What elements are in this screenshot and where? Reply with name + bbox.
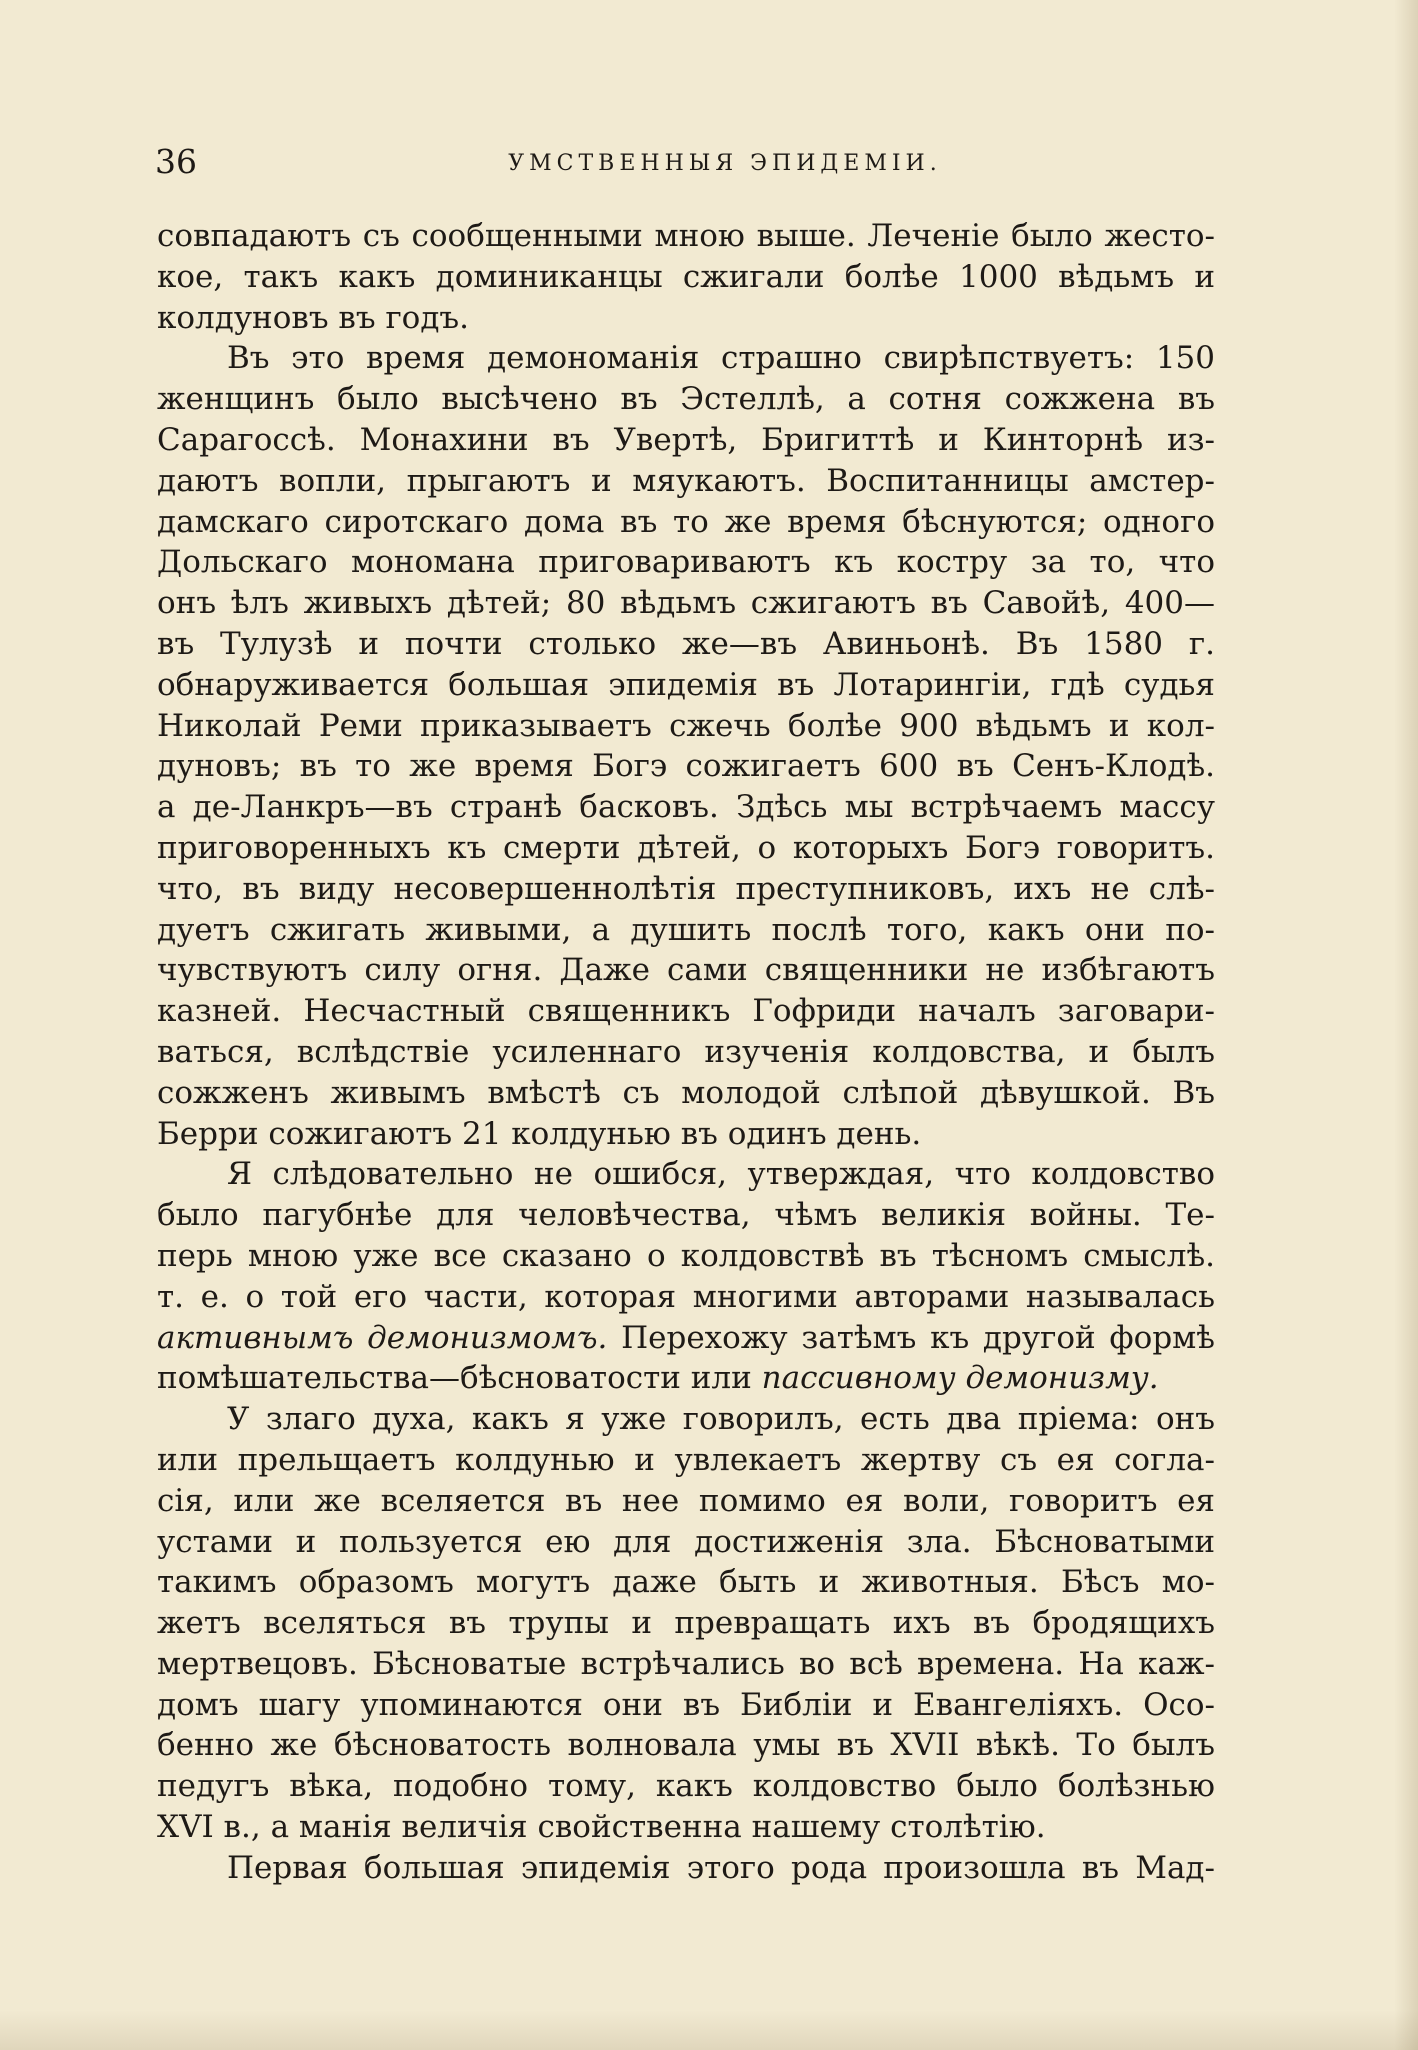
text-fragment: Перехожу затѣмъ къ другой формѣ — [607, 1319, 1215, 1356]
text-line: Дольскаго мономана приговариваютъ къ костру за то, что — [157, 544, 1215, 581]
text-line: дамскаго сиротскаго дома въ то же время бѣснуются; одного — [157, 503, 1215, 540]
page-header — [155, 142, 1235, 192]
text-line: У злаго духа, какъ я уже говорилъ, есть два пріема: онъ — [227, 1401, 1215, 1438]
text-line: Сарагоссѣ. Монахини въ Увертѣ, Бригиттѣ и Кинторнѣ из- — [157, 421, 1215, 458]
text-line: даютъ вопли, прыгаютъ и мяукаютъ. Воспитанницы амстер- — [157, 462, 1215, 499]
text-line: т. е. о той его части, которая многими авторами называлась — [157, 1278, 1215, 1315]
paragraph-2 — [157, 338, 1215, 1154]
text-line: Берри сожигаютъ 21 колдунью въ одинъ день. — [157, 1115, 922, 1152]
text-line: а де-Ланкръ—въ странѣ басковъ. Здѣсь мы встрѣчаемъ массу — [157, 789, 1215, 826]
text-line: жетъ вселяться въ трупы и превращать ихъ въ бродящихъ — [157, 1605, 1215, 1642]
text-line: что, въ виду несовершеннолѣтія преступниковъ, ихъ не слѣ- — [157, 870, 1215, 907]
text-line: чувствуютъ силу огня. Даже сами священники не избѣгаютъ — [157, 952, 1215, 989]
text-line: кое, такъ какъ доминиканцы сжигали болѣе 1000 вѣдьмъ и — [157, 258, 1215, 295]
paragraph-4 — [157, 1399, 1215, 1848]
text-line: совпадаютъ съ сообщенными мною выше. Леченіе было жесто- — [157, 218, 1215, 254]
running-title: УМСТВЕННЫЯ ЭПИДЕМІИ. — [508, 151, 942, 176]
italic-term-active-demonism: активнымъ демонизмомъ. — [157, 1319, 608, 1356]
text-fragment: помѣшательства—бѣсноватости или — [157, 1360, 762, 1397]
text-line: обнаруживается большая эпидемія въ Лотарингіи, гдѣ судья — [157, 666, 1215, 703]
text-line-mixed — [157, 1318, 1215, 1359]
text-line: бенно же бѣсноватость волновала умы въ XVII вѣкѣ. То былъ — [157, 1727, 1215, 1764]
text-line: было пагубнѣе для человѣчества, чѣмъ великія войны. Те- — [157, 1197, 1215, 1234]
text-line: устами и пользуется ею для достиженія зла. Бѣсноватыми — [157, 1523, 1215, 1560]
paragraph-5 — [157, 1848, 1215, 1889]
text-line: такимъ образомъ могутъ даже быть и животныя. Бѣсъ мо- — [157, 1564, 1215, 1601]
text-line: колдуновъ въ годъ. — [157, 299, 470, 336]
page-number: 36 — [155, 142, 197, 181]
text-line: перь мною уже все сказано о колдовствѣ въ тѣсномъ смыслѣ. — [157, 1237, 1215, 1274]
text-line: XVI в., а манія величія свойственна нашему столѣтію. — [157, 1809, 1046, 1846]
italic-term-passive-demonism: пассивному демонизму. — [761, 1360, 1159, 1397]
page-bottom-shadow — [0, 2010, 1418, 2050]
text-line: дуновъ; въ то же время Богэ сожигаетъ 600 въ Сенъ-Клодѣ. — [157, 748, 1215, 785]
text-line: Николай Реми приказываетъ сжечь болѣе 900 вѣдьмъ и кол- — [157, 707, 1215, 744]
text-line: домъ шагу упоминаются они въ Библіи и Евангеліяхъ. Осо- — [157, 1686, 1215, 1723]
text-line: приговоренныхъ къ смерти дѣтей, о которыхъ Богэ говоритъ. — [157, 829, 1215, 866]
body-text — [157, 216, 1215, 1889]
text-line: Въ это время демономанія страшно свирѣпствуетъ: 150 — [227, 340, 1215, 377]
text-line: сожженъ живымъ вмѣстѣ съ молодой слѣпой дѣвушкой. Въ — [157, 1074, 1215, 1111]
text-line-mixed — [157, 1358, 1215, 1399]
paragraph-3 — [157, 1154, 1215, 1399]
text-line: ваться, вслѣдствіе усиленнаго изученія колдовства, и былъ — [157, 1033, 1215, 1070]
text-line: мертвецовъ. Бѣсноватые встрѣчались во всѣ времена. На каж- — [157, 1645, 1215, 1682]
text-line: или прельщаетъ колдунью и увлекаетъ жертву съ ея согла- — [157, 1441, 1215, 1478]
text-line: сія, или же вселяется въ нее помимо ея воли, говоритъ ея — [157, 1482, 1215, 1519]
text-line: въ Тулузѣ и почти столько же—въ Авиньонѣ. Въ 1580 г. — [157, 625, 1215, 662]
text-line: онъ ѣлъ живыхъ дѣтей; 80 вѣдьмъ сжигаютъ въ Савойѣ, 400— — [157, 585, 1215, 622]
text-line: дуетъ сжигать живыми, а душить послѣ того, какъ они по- — [157, 911, 1215, 948]
text-line: женщинъ было высѣчено въ Эстеллѣ, а сотня сожжена въ — [157, 381, 1215, 418]
text-line: казней. Несчастный священникъ Гофриди началъ заговари- — [157, 993, 1215, 1030]
text-line: Первая большая эпидемія этого рода произошла въ Мад- — [227, 1849, 1215, 1886]
paragraph-1 — [157, 216, 1215, 338]
text-line: педугъ вѣка, подобно тому, какъ колдовство было болѣзнью — [157, 1768, 1215, 1805]
page-edge-shadow — [1394, 0, 1418, 2050]
text-line: Я слѣдовательно не ошибся, утверждая, что колдовство — [227, 1156, 1215, 1193]
